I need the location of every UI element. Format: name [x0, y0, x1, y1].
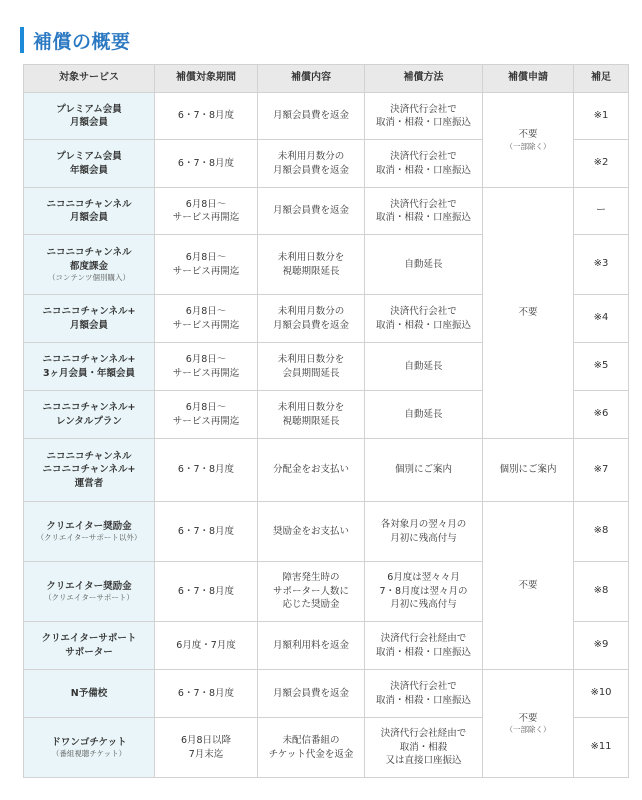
content-cell [258, 439, 365, 502]
method-cell-line: 月初に残高付与 [390, 599, 457, 611]
method-cell-line: 6月度は翌々々月 [387, 572, 460, 584]
method-cell-line: 自動延長 [404, 408, 443, 420]
period-cell [155, 718, 258, 778]
note-cell: ※2 [574, 140, 629, 188]
service-cell [24, 343, 155, 391]
period-cell [155, 622, 258, 670]
note-cell: ※1 [574, 93, 629, 140]
service-cell-line: プレミアム会員 [56, 151, 122, 163]
note-cell: ※5 [574, 343, 629, 391]
content-cell-line: 障害発生時の [282, 572, 340, 584]
service-cell-line: 月額会員 [69, 212, 108, 223]
table-body [24, 93, 629, 778]
period-cell-line: 6月8日〜 [185, 306, 227, 318]
service-cell-line: レンタルプラン [56, 415, 122, 427]
method-cell-line: 個別にご案内 [394, 464, 452, 476]
service-cell [24, 93, 155, 140]
service-cell [24, 391, 155, 439]
method-cell-line: 決済代行会社で [390, 306, 457, 318]
service-cell-line: サポーター [65, 646, 113, 658]
period-cell-line: 6・7・8月度 [177, 585, 235, 597]
content-cell [258, 93, 365, 140]
service-subnote: （コンテンツ個別購入） [47, 273, 131, 283]
service-cell-line: 3ヶ月会員・年額会員 [42, 367, 136, 379]
period-cell [155, 391, 258, 439]
method-cell-line: 取消・相殺 [399, 741, 448, 753]
content-cell [258, 343, 365, 391]
period-cell-line: 6月8日〜 [185, 354, 227, 366]
content-cell [258, 188, 365, 235]
table-row [24, 502, 629, 562]
service-cell-line: プレミアム会員 [56, 103, 122, 115]
application-cell [483, 188, 574, 439]
period-cell [155, 670, 258, 718]
period-cell-line: サービス再開迄 [172, 415, 240, 427]
content-cell-line: 未利用日数分を [277, 252, 345, 264]
service-cell [24, 295, 155, 343]
method-cell [365, 718, 483, 778]
content-cell-line: 未利用日数分を [277, 354, 345, 366]
header-period: 補償対象期間 [155, 65, 258, 93]
application-subnote: （一部除く） [505, 725, 551, 735]
service-cell-line: ニコニコチャンネル+ [42, 464, 136, 476]
method-cell-line: 又は直接口座振込 [385, 755, 462, 767]
method-cell-line: 決済代行会社で [390, 151, 457, 163]
method-cell-line: 自動延長 [404, 360, 443, 372]
service-cell [24, 235, 155, 295]
service-cell-line: ニコニコチャンネル+ [42, 402, 136, 414]
service-cell-line: ニコニコチャンネル [46, 450, 132, 462]
period-cell-line: サービス再開迄 [172, 319, 240, 331]
service-cell-line: 月額会員 [69, 117, 108, 128]
table-row [24, 439, 629, 502]
application-subnote: （一部除く） [505, 141, 551, 151]
application-cell [483, 670, 574, 778]
service-cell-line: 都度課金 [69, 260, 108, 272]
content-cell-line: 応じた奨励金 [282, 599, 340, 611]
content-cell-line: 分配金をお支払い [272, 464, 349, 476]
period-cell [155, 140, 258, 188]
note-cell: ※10 [574, 670, 629, 718]
content-cell-line: 未利用日数分を [277, 402, 345, 414]
period-cell-line: 6・7・8月度 [177, 157, 235, 169]
content-cell-line: 会員期間延長 [282, 367, 340, 379]
content-cell-line: 視聴期限延長 [282, 415, 340, 427]
header-service: 対象サービス [24, 65, 155, 93]
note-cell: ※7 [574, 439, 629, 502]
content-cell-line: チケット代金を返金 [268, 748, 354, 760]
content-cell-line: 月額会員費を返金 [272, 319, 349, 331]
period-cell [155, 562, 258, 622]
method-cell-line: 決済代行会社経由で [380, 728, 467, 740]
page-header [20, 27, 131, 53]
service-cell [24, 140, 155, 188]
method-cell [365, 439, 483, 502]
period-cell [155, 188, 258, 235]
period-cell [155, 235, 258, 295]
period-cell [155, 343, 258, 391]
content-cell-line: 月額会員費を返金 [272, 205, 349, 217]
period-cell-line: サービス再開迄 [172, 265, 240, 277]
table-header-row [24, 65, 629, 93]
service-subnote: （番組視聴チケット） [51, 749, 127, 759]
period-cell-line: 6月8日〜 [185, 402, 227, 414]
method-cell [365, 622, 483, 670]
period-cell-line: サービス再開迄 [172, 212, 240, 223]
compensation-table [23, 64, 629, 778]
title-accent-bar [20, 27, 24, 53]
service-cell-line: ニコニコチャンネル+ [42, 306, 136, 318]
content-cell-line: 月額利用料を返金 [272, 639, 349, 651]
method-cell-line: 取消・相殺・口座振込 [375, 164, 471, 176]
content-cell-line: 未利用月数分の [277, 151, 345, 163]
method-cell-line: 取消・相殺・口座振込 [375, 646, 471, 658]
content-cell [258, 502, 365, 562]
period-cell-line: 6・7・8月度 [177, 687, 235, 699]
service-cell-line: クリエイター奨励金 [46, 520, 132, 532]
method-cell-line: 決済代行会社経由で [380, 633, 467, 645]
content-cell-line: 視聴期限延長 [282, 265, 340, 277]
service-cell [24, 502, 155, 562]
content-cell-line: 未配信番組の [282, 735, 340, 747]
application-label: 個別にご案内 [499, 464, 557, 476]
method-cell [365, 670, 483, 718]
content-cell [258, 670, 365, 718]
note-cell: ※11 [574, 718, 629, 778]
header-content: 補償内容 [258, 65, 365, 93]
period-cell-line: 6・7・8月度 [177, 110, 235, 122]
service-cell-line: クリエイターサポート [41, 633, 137, 645]
content-cell-line: 奨励金をお支払い [272, 525, 349, 537]
application-label: 不要 [518, 129, 538, 141]
note-cell: ※9 [574, 622, 629, 670]
application-cell [483, 502, 574, 670]
method-cell [365, 562, 483, 622]
method-cell [365, 391, 483, 439]
method-cell [365, 93, 483, 140]
method-cell [365, 188, 483, 235]
period-cell-line: 6月度・7月度 [176, 639, 236, 651]
header-note: 補足 [574, 65, 629, 93]
application-label: 不要 [518, 579, 538, 591]
content-cell-line: 月額会員費を返金 [272, 164, 349, 176]
period-cell [155, 439, 258, 502]
service-cell [24, 188, 155, 235]
period-cell-line: 6月8日〜 [185, 252, 227, 264]
method-cell-line: 取消・相殺・口座振込 [375, 117, 471, 128]
content-cell [258, 140, 365, 188]
method-cell [365, 502, 483, 562]
content-cell [258, 391, 365, 439]
note-cell: ※4 [574, 295, 629, 343]
table-row [24, 188, 629, 235]
service-cell-line: クリエイター奨励金 [46, 580, 132, 592]
method-cell-line: 各対象月の翌々月の [380, 519, 467, 531]
period-cell-line: 6月8日以降 [180, 735, 232, 747]
service-cell-line: 月額会員 [69, 319, 108, 331]
note-cell: ※6 [574, 391, 629, 439]
content-cell [258, 718, 365, 778]
service-cell-line: 年額会員 [69, 164, 108, 176]
service-cell-line: ドワンゴチケット [51, 736, 127, 748]
application-label: 不要 [518, 712, 538, 724]
period-cell-line: 6月8日〜 [185, 198, 227, 210]
content-cell-line: 月額会員費を返金 [272, 687, 349, 699]
service-cell-line: ニコニコチャンネル [46, 247, 132, 259]
header-application: 補償申請 [483, 65, 574, 93]
method-cell-line: 取消・相殺・口座振込 [375, 694, 471, 706]
application-label: 不要 [518, 307, 538, 319]
content-cell [258, 235, 365, 295]
method-cell-line: 決済代行会社で [390, 198, 457, 210]
period-cell-line: サービス再開迄 [172, 367, 240, 379]
service-cell [24, 562, 155, 622]
method-cell-line: 決済代行会社で [390, 681, 457, 693]
service-cell-line: ニコニコチャンネル+ [42, 354, 136, 366]
service-cell-line: N予備校 [70, 687, 108, 699]
service-cell [24, 718, 155, 778]
method-cell-line: 取消・相殺・口座振込 [375, 319, 471, 331]
method-cell-line: 月初に残高付与 [390, 532, 457, 544]
service-cell [24, 439, 155, 502]
content-cell-line: サポーター人数に [272, 585, 349, 597]
page-title: 補償の概要 [33, 30, 131, 53]
content-cell [258, 622, 365, 670]
method-cell [365, 235, 483, 295]
method-cell-line: 取消・相殺・口座振込 [375, 212, 471, 223]
service-cell-line: ニコニコチャンネル [46, 198, 132, 210]
note-cell: ※8 [574, 562, 629, 622]
content-cell [258, 562, 365, 622]
period-cell-line: 6・7・8月度 [177, 525, 235, 537]
method-cell [365, 295, 483, 343]
note-cell: ※3 [574, 235, 629, 295]
service-subnote: （クリエイターサポート） [44, 593, 134, 603]
period-cell [155, 502, 258, 562]
service-cell [24, 622, 155, 670]
table-row [24, 93, 629, 140]
service-subnote: （クリエイターサポート以外） [36, 533, 142, 543]
table-row [24, 670, 629, 718]
application-cell [483, 93, 574, 188]
application-cell [483, 439, 574, 502]
content-cell [258, 295, 365, 343]
content-cell-line: 月額会員費を返金 [272, 110, 349, 122]
period-cell [155, 93, 258, 140]
method-cell [365, 140, 483, 188]
period-cell-line: 7月末迄 [188, 748, 224, 760]
header-method: 補償方法 [365, 65, 483, 93]
period-cell [155, 295, 258, 343]
service-cell-line: 運営者 [74, 477, 104, 489]
method-cell [365, 343, 483, 391]
service-cell [24, 670, 155, 718]
note-cell: ー [574, 188, 629, 235]
note-cell: ※8 [574, 502, 629, 562]
method-cell-line: 自動延長 [404, 258, 443, 270]
method-cell-line: 決済代行会社で [390, 103, 457, 115]
period-cell-line: 6・7・8月度 [177, 464, 235, 476]
content-cell-line: 未利用月数分の [277, 306, 345, 318]
method-cell-line: 7・8月度は翌々月の [379, 585, 468, 597]
